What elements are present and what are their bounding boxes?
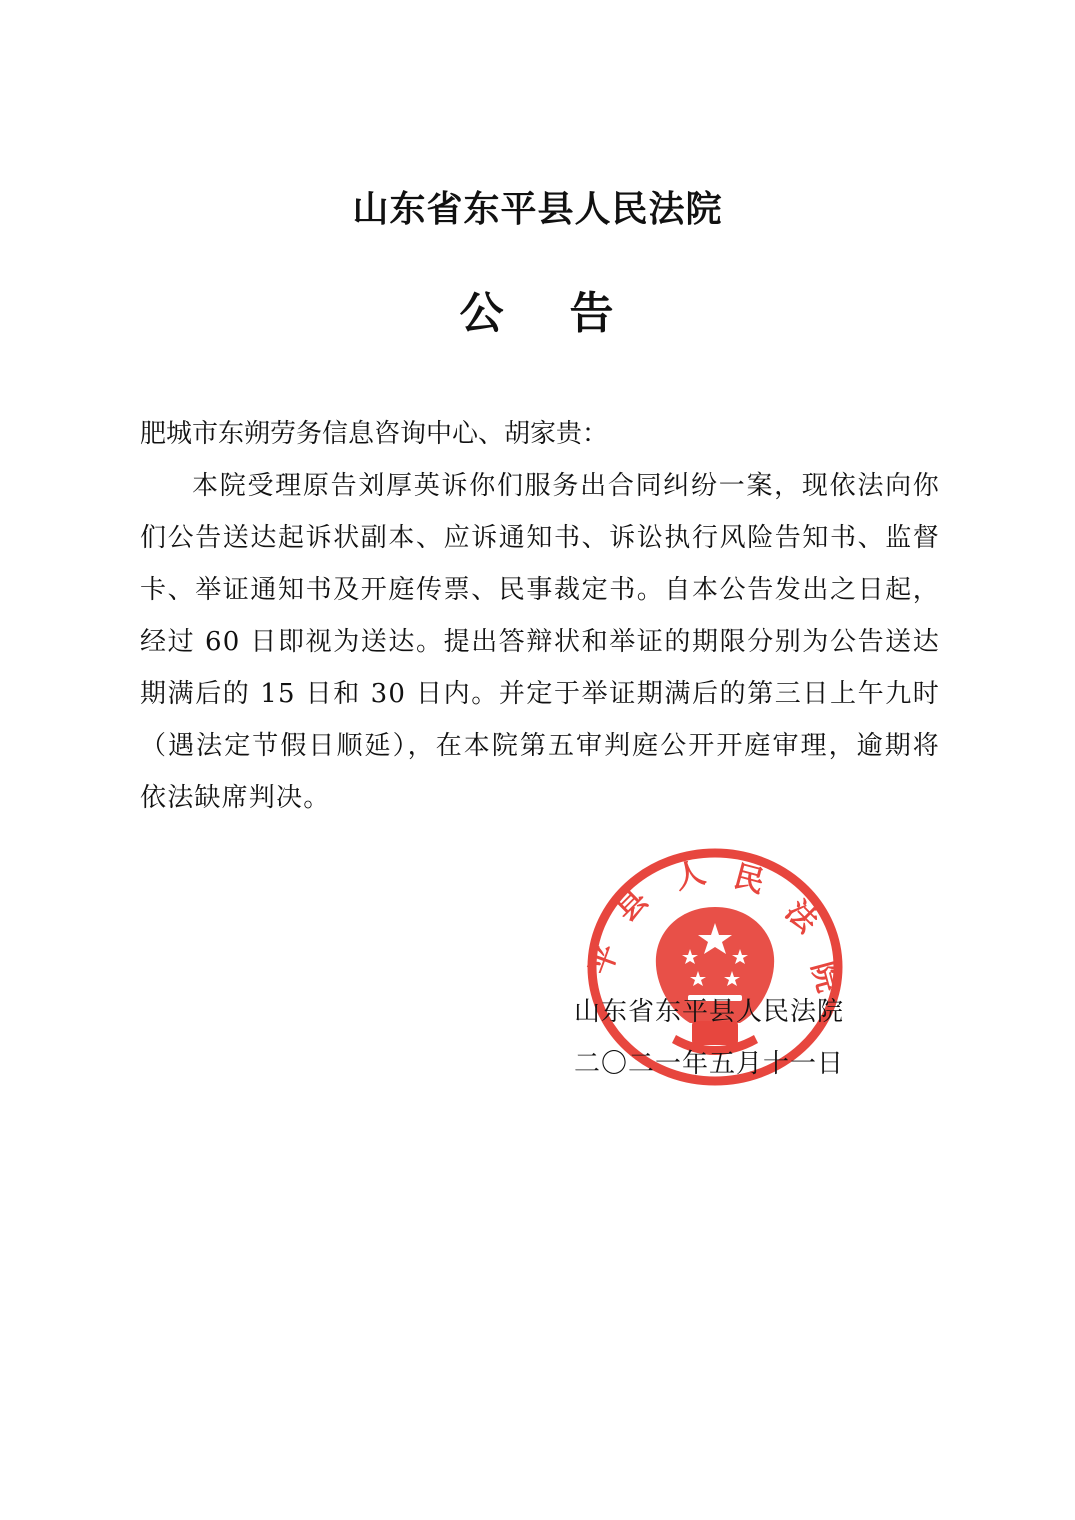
svg-text:平: 平	[582, 939, 626, 980]
svg-text:县: 县	[608, 882, 655, 929]
svg-text:人: 人	[671, 855, 710, 897]
signature-court: 山东省东平县人民法院	[574, 997, 845, 1027]
notice-paragraph: 本院受理原告刘厚英诉你们服务出合同纠纷一案，现依法向你们公告送达起诉状副本、应诉通知书、诉讼执行风险告知书、监督卡、举证通知书及开庭传票、民事裁定书。自本公告发出之日起，经过 60 日即视为送达。提出答辩状和举证的期限分别为公告送达期满后的 15 日和 30 日内。并定于举证期满后的第三日上午九时（遇法定节假日顺延），在本院第五审判庭公开开庭审理，逾期将依法缺席判决。	[140, 471, 940, 813]
notice-heading-char-2: 告	[569, 288, 616, 339]
notice-body	[140, 408, 940, 824]
court-title: 山东省东平县人民法院	[352, 189, 723, 230]
addressee: 肥城市东朔劳务信息咨询中心、胡家贵：	[140, 419, 609, 449]
notice-heading-char-1: 公	[459, 288, 506, 339]
signature-block	[574, 986, 844, 1090]
svg-text:法: 法	[778, 893, 825, 940]
svg-text:院: 院	[804, 958, 846, 997]
svg-text:民: 民	[729, 858, 768, 901]
signature-date: 二〇二一年五月十一日	[574, 1049, 845, 1079]
notice-heading	[0, 286, 1075, 342]
